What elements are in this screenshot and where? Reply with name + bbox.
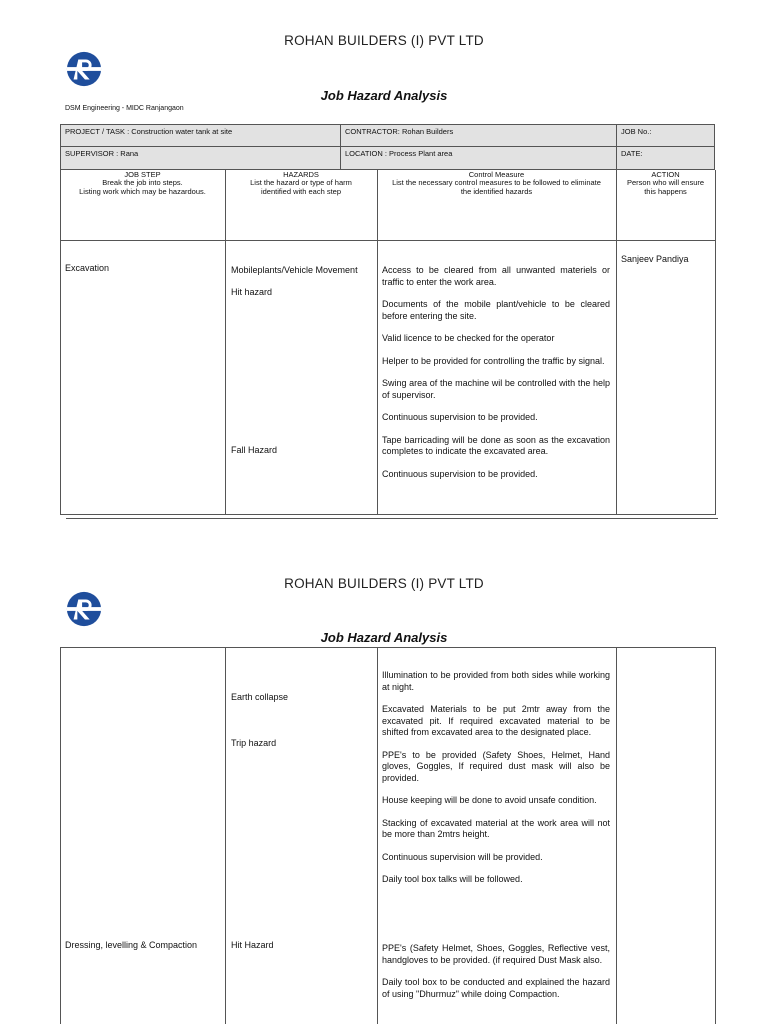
job-no-field: JOB No.:	[621, 127, 652, 136]
control-measures-list-b	[382, 943, 610, 1011]
hazard-hit-2: Hit Hazard	[231, 940, 274, 950]
control-measure-item: Helper to be provided for controlling the traffic by signal.	[382, 355, 605, 366]
control-measure-item: Documents of the mobile plant/vehicle to be cleared before entering the site.	[382, 299, 610, 321]
control-measure-item: Daily tool box to be conducted and explained the hazard of using "Dhurmuz" while doing Compaction.	[382, 977, 610, 999]
hazard-hit: Hit hazard	[231, 287, 273, 297]
col-action-title: ACTION	[651, 170, 680, 179]
hazard-trip: Trip hazard	[231, 738, 277, 748]
col-job-step-title: JOB STEP	[124, 170, 161, 179]
control-measure-item: Valid licence to be checked for the operator	[382, 333, 555, 343]
control-measure-item: Tape barricading will be done as soon as the excavation completes to indicate the excavated area.	[382, 434, 610, 456]
action-person: Sanjeev Pandiya	[621, 254, 689, 264]
control-measure-item: Excavated Materials to be put 2mtr away from the excavated pit. If required excavated material to be shifted from excavated area to the designated place.	[382, 704, 610, 737]
hazard-earth-collapse: Earth collapse	[231, 692, 289, 702]
document-title: Job Hazard Analysis	[320, 88, 448, 103]
company-logo-icon	[65, 50, 103, 88]
control-measure-item: PPE's to be provided (Safety Shoes, Helmet, Hand gloves, Goggles, If required dust mask will also be provided.	[382, 749, 610, 783]
company-logo-icon	[65, 590, 103, 628]
control-measure-item: Continuous supervision to be provided.	[382, 468, 538, 479]
col-control-desc: List the necessary control measures to be followed to eliminate the identified hazards	[392, 178, 601, 196]
job-step-excavation: Excavation	[65, 263, 110, 273]
control-measure-item: PPE's (Safety Helmet, Shoes, Goggles, Reflective vest, handgloves to be provided. (if required Dust Mask also.	[382, 943, 610, 965]
date-field: DATE:	[621, 149, 643, 158]
hazard-fall: Fall Hazard	[231, 445, 278, 455]
job-step-dressing: Dressing, levelling & Compaction	[65, 940, 198, 950]
company-name: ROHAN BUILDERS (I) PVT LTD	[284, 33, 484, 48]
col-hazards-title: HAZARDS	[283, 170, 319, 179]
col-hazards-desc: List the hazard or type of harm identified with each step	[250, 178, 352, 196]
client-line: DSM Engineering - MIDC Ranjangaon	[65, 105, 184, 112]
control-measure-item: Continuous supervision to be provided.	[382, 412, 538, 422]
control-measure-item: Stacking of excavated material at the work area will not be more than 2mtrs height.	[382, 817, 610, 839]
col-job-step-desc: Break the job into steps. Listing work which may be hazardous.	[79, 178, 206, 196]
col-action-desc: Person who will ensure this happens	[626, 178, 705, 196]
company-name-page2: ROHAN BUILDERS (I) PVT LTD	[284, 576, 484, 591]
document-title-page2: Job Hazard Analysis	[320, 630, 448, 645]
control-measure-item: Daily tool box talks will be followed.	[382, 874, 523, 884]
control-measures-list	[382, 265, 610, 491]
location-field: LOCATION : Process Plant area	[345, 149, 453, 158]
control-measure-item: Illumination to be provided from both sides while working at night.	[382, 670, 610, 692]
control-measures-list-a	[382, 670, 610, 897]
control-measure-item: Continuous supervision will be provided.	[382, 851, 543, 862]
control-measure-item: House keeping will be done to avoid unsafe condition.	[382, 795, 597, 805]
control-measure-item: Access to be cleared from all unwanted materiels or traffic to enter the work area.	[382, 265, 610, 287]
project-field: PROJECT / TASK : Construction water tank at site	[65, 127, 233, 136]
col-control-title: Control Measure	[468, 170, 525, 179]
hazard-vehicle-movement: Mobileplants/Vehicle Movement	[231, 265, 358, 275]
contractor-field: CONTRACTOR: Rohan Builders	[345, 127, 454, 136]
supervisor-field: SUPERVISOR : Rana	[65, 149, 139, 158]
control-measure-item: Swing area of the machine wil be controlled with the help of supervisor.	[382, 378, 610, 400]
